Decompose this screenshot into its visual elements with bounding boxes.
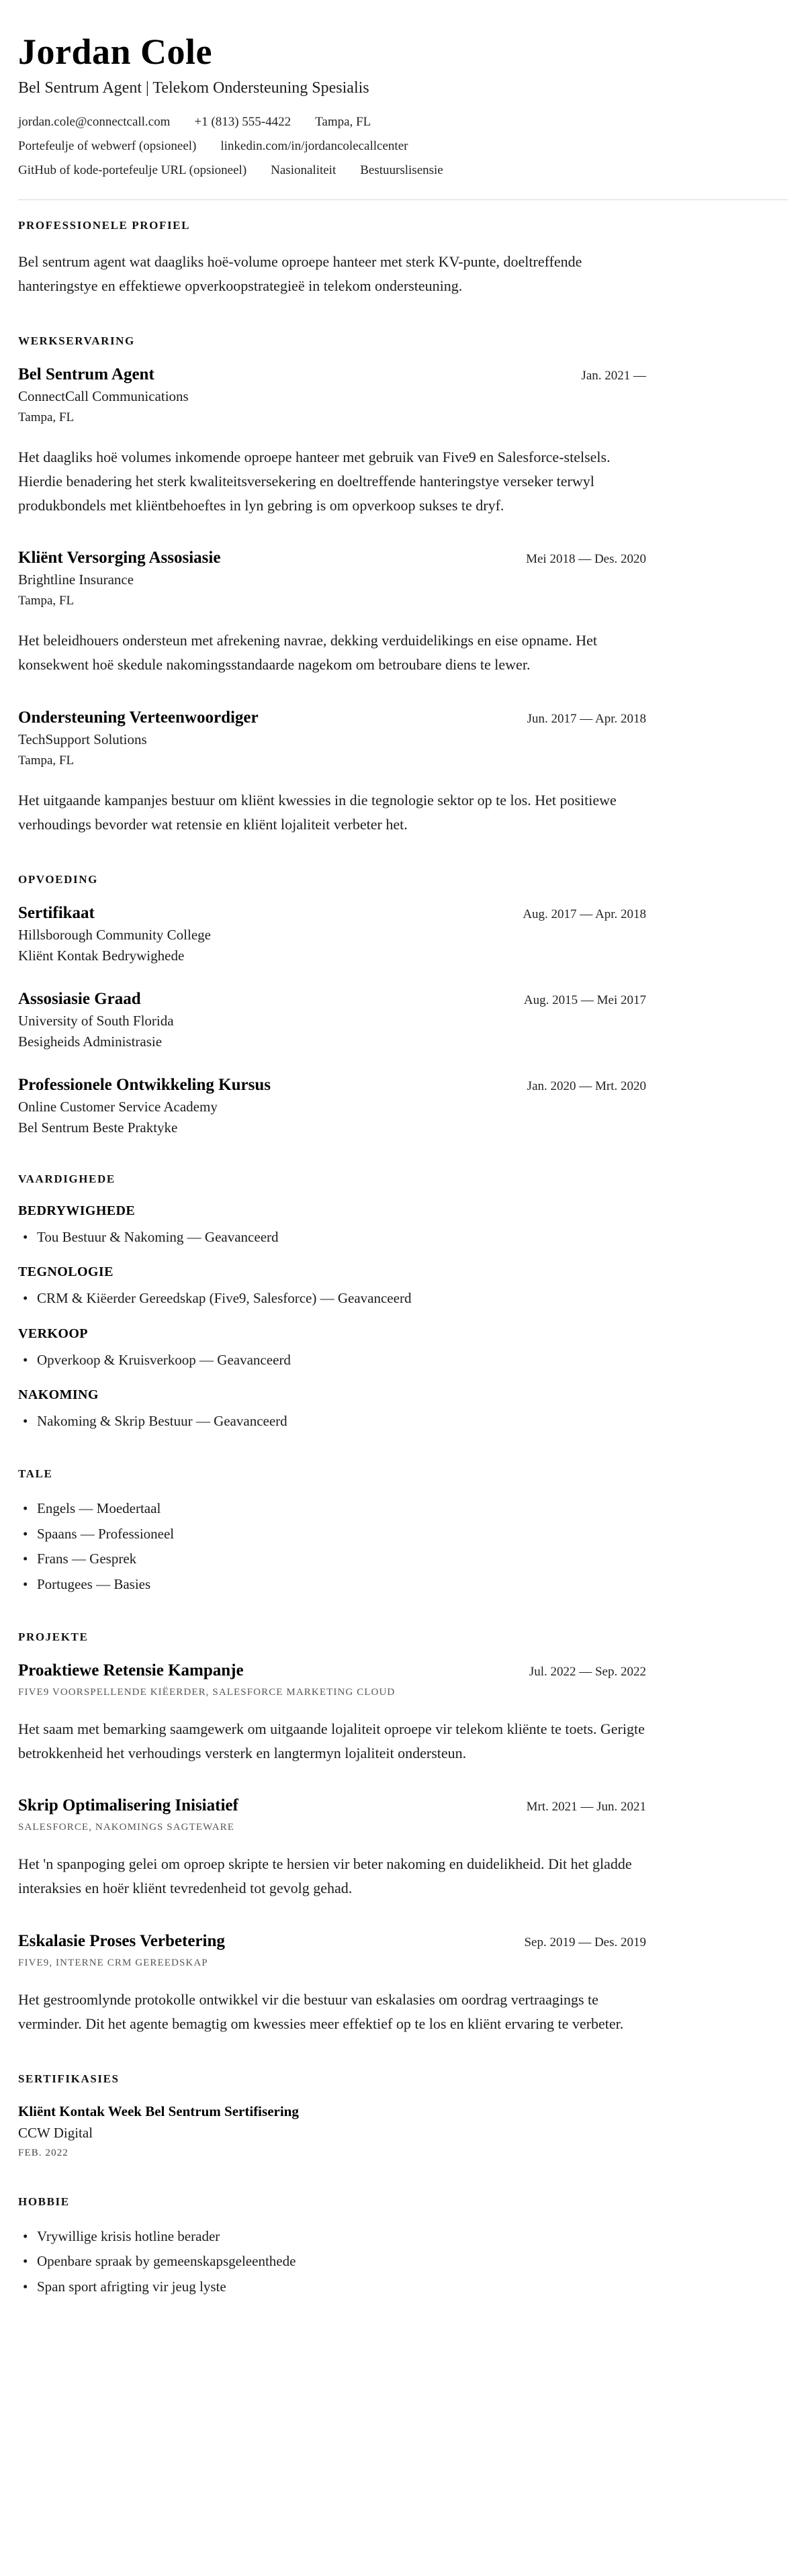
certification-issuer: CCW Digital: [18, 2124, 93, 2141]
skill-list: [18, 1288, 646, 1308]
section-heading-hobbies: HOBBIE: [18, 2195, 70, 2208]
education-degree: Sertifikaat: [18, 903, 95, 922]
skill-item: • Nakoming & Skrip Bestuur — Geavanceerd: [18, 1411, 646, 1431]
certification-name: Kliënt Kontak Week Bel Sentrum Sertifisering: [18, 2103, 299, 2119]
entry-head: [18, 1661, 646, 1680]
section-heading-profile: PROFESSIONELE PROFIEL: [18, 219, 191, 232]
section-heading-experience: WERKSERVARING: [18, 334, 135, 348]
entry-head: [18, 1796, 646, 1815]
education-school: University of South Florida: [18, 1012, 174, 1029]
entry-date: Mei 2018 — Des. 2020: [526, 552, 646, 567]
project-date: Mrt. 2021 — Jun. 2021: [526, 1800, 646, 1814]
project-entry: [18, 1796, 646, 1900]
entry-location: Tampa, FL: [18, 410, 75, 425]
certification-entry: [18, 2103, 646, 2159]
project-title: Eskalasie Proses Verbetering: [18, 1931, 225, 1950]
education-entry: [18, 990, 646, 1050]
skill-list: [18, 1411, 646, 1431]
hobby-list: [18, 2226, 646, 2297]
entry-company: TechSupport Solutions: [18, 731, 147, 747]
entry-title: Bel Sentrum Agent: [18, 365, 154, 384]
language-item: • Portugees — Basies: [18, 1574, 646, 1594]
language-item: • Engels — Moedertaal: [18, 1498, 646, 1518]
contact-row-2: [18, 139, 646, 154]
skill-item: • Opverkoop & Kruisverkoop — Geavanceerd: [18, 1350, 646, 1370]
entry-title: Ondersteuning Verteenwoordiger: [18, 708, 259, 727]
contact-license: Bestuurslisensie: [360, 163, 443, 177]
entry-company: ConnectCall Communications: [18, 388, 189, 405]
education-date: Jan. 2020 — Mrt. 2020: [527, 1078, 646, 1093]
project-entry: [18, 1661, 646, 1765]
contact-linkedin: linkedin.com/in/jordancolecallcenter: [220, 139, 408, 153]
education-field: Kliënt Kontak Bedrywighede: [18, 947, 185, 964]
profile-text: Bel sentrum agent wat daagliks hoë-volume oproepe hanteer met sterk KV-punte, doeltreffende hanteringstye en effektiewe opverkoopstrategieë in telekom ondersteuning.: [18, 253, 582, 295]
skill-group-name: NAKOMING: [18, 1387, 99, 1403]
entry-title: Kliënt Versorging Assosiasie: [18, 549, 221, 567]
entry-head: [18, 708, 646, 727]
skill-group-name: BEDRYWIGHEDE: [18, 1203, 136, 1218]
entry-head: [18, 1076, 646, 1095]
experience-entry: [18, 708, 646, 837]
education-entry: [18, 1076, 646, 1136]
entry-description: Het beleidhouers ondersteun met afrekening navrae, dekking verduidelikings en eise opname. Het konsekwent hoë skedule nakomingsstandaarde nagekom om betroubare diens te lewer.: [18, 632, 597, 674]
entry-head: [18, 1932, 646, 1951]
project-title: Skrip Optimalisering Inisiatief: [18, 1796, 238, 1815]
resume-body: [18, 219, 646, 2297]
project-description: Het saam met bemarking saamgewerk om uitgaande lojaliteit oproepe vir telekom kliënte te toets. Gerigte betrokkenheid het verhoudings versterk en langtermyn lojaliteit ondersteun.: [18, 1720, 645, 1762]
project-date: Jul. 2022 — Sep. 2022: [529, 1665, 646, 1680]
contact-row-1: [18, 115, 646, 130]
project-date: Sep. 2019 — Des. 2019: [524, 1935, 646, 1949]
entry-description: Het uitgaande kampanjes bestuur om kliënt kwessies in die tegnologie sektor op te los. Het positiewe verhoudings bevorder wat retensie en kliënt lojaliteit verbeter het.: [18, 791, 617, 833]
entry-date: Jun. 2017 — Apr. 2018: [527, 711, 646, 726]
education-field: Besigheids Administrasie: [18, 1033, 163, 1050]
section-heading-certifications: SERTIFIKASIES: [18, 2072, 120, 2085]
project-tech: SALESFORCE, NAKOMINGS SAGTEWARE: [18, 1822, 235, 1833]
project-entry: [18, 1932, 646, 2036]
section-heading-languages: TALE: [18, 1467, 53, 1481]
education-school: Online Customer Service Academy: [18, 1098, 218, 1115]
contact-email: jordan.cole@connectcall.com: [18, 115, 171, 129]
skill-group: [18, 1203, 646, 1247]
entry-head: [18, 549, 646, 567]
project-title: Proaktiewe Retensie Kampanje: [18, 1661, 244, 1680]
project-tech: FIVE9 VOORSPELLENDE KIËERDER, SALESFORCE MARKETING CLOUD: [18, 1687, 396, 1698]
entry-location: Tampa, FL: [18, 594, 75, 608]
resume-title: Bel Sentrum Agent | Telekom Ondersteuning Spesialis: [18, 79, 369, 97]
education-date: Aug. 2015 — Mei 2017: [523, 993, 646, 1007]
entry-head: [18, 365, 646, 384]
skill-list: [18, 1227, 646, 1247]
skill-item: • Tou Bestuur & Nakoming — Geavanceerd: [18, 1227, 646, 1247]
header-divider: [18, 199, 788, 200]
contact-location: Tampa, FL: [315, 115, 371, 129]
contact-nationality: Nasionaliteit: [271, 163, 337, 177]
resume-name: Jordan Cole: [18, 32, 212, 72]
resume-header: [18, 31, 646, 178]
education-field: Bel Sentrum Beste Praktyke: [18, 1119, 178, 1136]
contact-github: GitHub of kode-portefeulje URL (opsioneel): [18, 163, 247, 177]
entry-company: Brightline Insurance: [18, 571, 134, 588]
skill-group: [18, 1326, 646, 1370]
project-description: Het 'n spanpoging gelei om oproep skripte te hersien vir beter nakoming en duidelikheid. Dit het gladde interaksies en hoër kliënt tevredenheid tot gevolg gehad.: [18, 1855, 632, 1897]
skill-group: [18, 1264, 646, 1308]
experience-entry: [18, 549, 646, 677]
education-entry: [18, 904, 646, 964]
skill-group-name: TEGNOLOGIE: [18, 1264, 114, 1280]
education-degree: Assosiasie Graad: [18, 989, 141, 1008]
entry-head: [18, 990, 646, 1009]
language-list: [18, 1498, 646, 1594]
certification-date: FEB. 2022: [18, 2147, 69, 2158]
entry-head: [18, 904, 646, 923]
hobby-item: • Vrywillige krisis hotline berader: [18, 2226, 646, 2246]
entry-location: Tampa, FL: [18, 753, 75, 768]
education-date: Aug. 2017 — Apr. 2018: [523, 907, 646, 921]
skill-group-name: VERKOOP: [18, 1326, 88, 1341]
education-school: Hillsborough Community College: [18, 926, 211, 943]
contact-website: Portefeulje of webwerf (opsioneel): [18, 139, 197, 153]
project-description: Het gestroomlynde protokolle ontwikkel vir die bestuur van eskalasies om oordrag vertraagings te verminder. Dit het agente bemagtig om kwessies meer effektief op te los en kliënt ervaring te verbeter.: [18, 1990, 624, 2032]
section-heading-projects: PROJEKTE: [18, 1630, 89, 1644]
experience-entry: [18, 365, 646, 518]
contact-phone: +1 (813) 555-4422: [194, 115, 292, 129]
entry-date: Jan. 2021 —: [581, 369, 646, 383]
hobby-item: • Openbare spraak by gemeenskapsgeleenthede: [18, 2251, 646, 2271]
skill-group: [18, 1387, 646, 1431]
project-tech: FIVE9, INTERNE CRM GEREEDSKAP: [18, 1957, 208, 1968]
skill-list: [18, 1350, 646, 1370]
hobby-item: • Span sport afrigting vir jeug lyste: [18, 2276, 646, 2297]
section-heading-education: OPVOEDING: [18, 872, 98, 886]
language-item: • Spaans — Professioneel: [18, 1524, 646, 1544]
entry-description: Het daagliks hoë volumes inkomende oproepe hanteer met gebruik van Five9 en Salesforce-stelsels. Hierdie benadering het sterk kwaliteitsversekering en doeltreffende hanteringstye verseker terwyl produkbondels met kliëntbehoeftes in lyn gebring is om opverkoop sukses te dryf.: [18, 449, 611, 514]
skill-item: • CRM & Kiëerder Gereedskap (Five9, Salesforce) — Geavanceerd: [18, 1288, 646, 1308]
education-degree: Professionele Ontwikkeling Kursus: [18, 1075, 271, 1094]
contact-row-3: [18, 163, 646, 178]
language-item: • Frans — Gesprek: [18, 1549, 646, 1569]
section-heading-skills: VAARDIGHEDE: [18, 1172, 116, 1185]
